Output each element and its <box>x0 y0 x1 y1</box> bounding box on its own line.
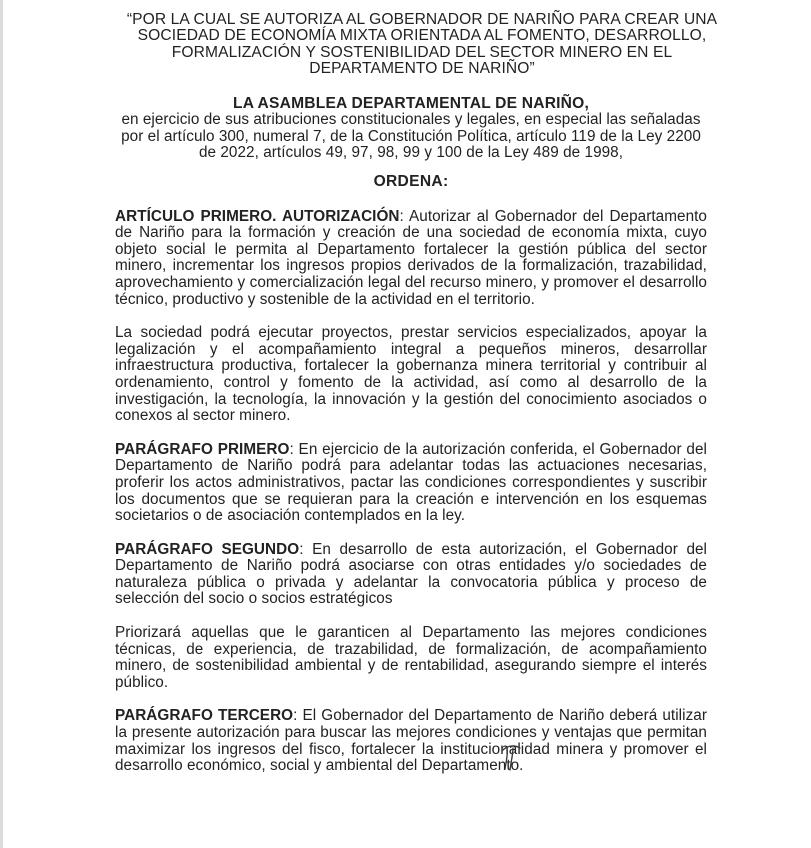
paragraph-third-heading: PARÁGRAFO TERCERO <box>115 707 294 725</box>
company-scope-paragraph <box>115 325 707 425</box>
paragraph-third <box>115 708 707 774</box>
document-title: “POR LA CUAL SE AUTORIZA AL GOBERNADOR DE NARIÑO PARA CREAR UNA SOCIEDAD DE ECONOMÍA MIXTA ORIENTADA AL FOMENTO, DESARROLLO, FORMALIZACIÓN Y SOSTENIBILIDAD DEL SECTOR MINERO EN EL DEPARTAMENTO DE NARIÑO” <box>126 11 718 78</box>
article-first-heading: ARTÍCULO PRIMERO. AUTORIZACIÓN <box>115 207 400 225</box>
paragraph-third-text: : El Gobernador del Departamento de Nariño deberá utilizar la presente autorización para buscar las mejores condiciones y ventajas que permitan maximizar los ingresos del fisco, fortalecer la institucionalidad minera y promover el desarrollo económico, social y ambiental del Departamento. <box>115 707 707 775</box>
assembly-preamble: en ejercicio de sus atribuciones constitucionales y legales, en especial las señaladas por el artículo 300, numeral 7, de la Constitución Política, artículo 119 de la Ley 2200 de 2022, artículos 49, 97, 98, 99 y 100 de la Ley 489 de 1998, <box>121 111 701 162</box>
paragraph-first <box>115 442 707 525</box>
page-edge <box>0 0 3 848</box>
priority-paragraph <box>115 625 707 691</box>
paragraph-second-text: : En desarrollo de esta autorización, el Gobernador del Departamento de Nariño podrá asociarse con otras entidades y/o sociedades de naturaleza pública o privada y adelantar la convocatoria pública y proceso de selección del socio o socios estratégicos <box>115 540 708 608</box>
paragraph-second <box>115 542 707 608</box>
article-first-text: : Autorizar al Gobernador del Departamento de Nariño para la formación y creación de una sociedad de economía mixta, cuyo objeto social le permita al Departamento fortalecer la gestión pública del sector minero, incrementar los ingresos propios derivados de la formalización, trazabilidad, aprovechamiento y comercialización legal del recurso minero, y promover el desarrollo técnico, productivo y sostenible de la actividad en el territorio. <box>115 207 707 308</box>
priority-text: Priorizará aquellas que le garanticen al Departamento las mejores condiciones técnicas, de experiencia, de trazabilidad, de formalización, de acompañamiento minero, de sostenibilidad ambiental y de rentabilidad, asegurando siempre el interés público. <box>115 624 707 691</box>
paragraph-first-text: : En ejercicio de la autorización conferida, el Gobernador del Departamento de Nariño podrá para adelantar todas las actuaciones necesarias, proferir los actos administrativos, pactar las condiciones correspondientes y suscribir los documentos que se requieran para la creación e intervención en los esquemas societarios o de asociación contemplados en la ley. <box>115 440 707 525</box>
initial-signature-mark <box>501 742 523 772</box>
ordena-heading: ORDENA: <box>373 173 449 190</box>
assembly-name: LA ASAMBLEA DEPARTAMENTAL DE NARIÑO, <box>232 94 590 112</box>
article-first-paragraph <box>115 209 707 309</box>
company-scope-text: La sociedad podrá ejecutar proyectos, prestar servicios especializados, apoyar la legalización y el acompañamiento integral a pequeños mineros, desarrollar infraestructura productiva, fortalecer la gobernanza minera territorial y contribuir al ordenamiento, control y fomento de la actividad, así como al desarrollo de la investigación, la tecnología, la innovación y la gestión del conocimiento asociados o conexos al sector minero. <box>115 324 707 425</box>
paragraph-second-heading: PARÁGRAFO SEGUNDO <box>115 540 300 558</box>
document-page <box>115 11 718 792</box>
paragraph-first-heading: PARÁGRAFO PRIMERO <box>115 440 290 458</box>
